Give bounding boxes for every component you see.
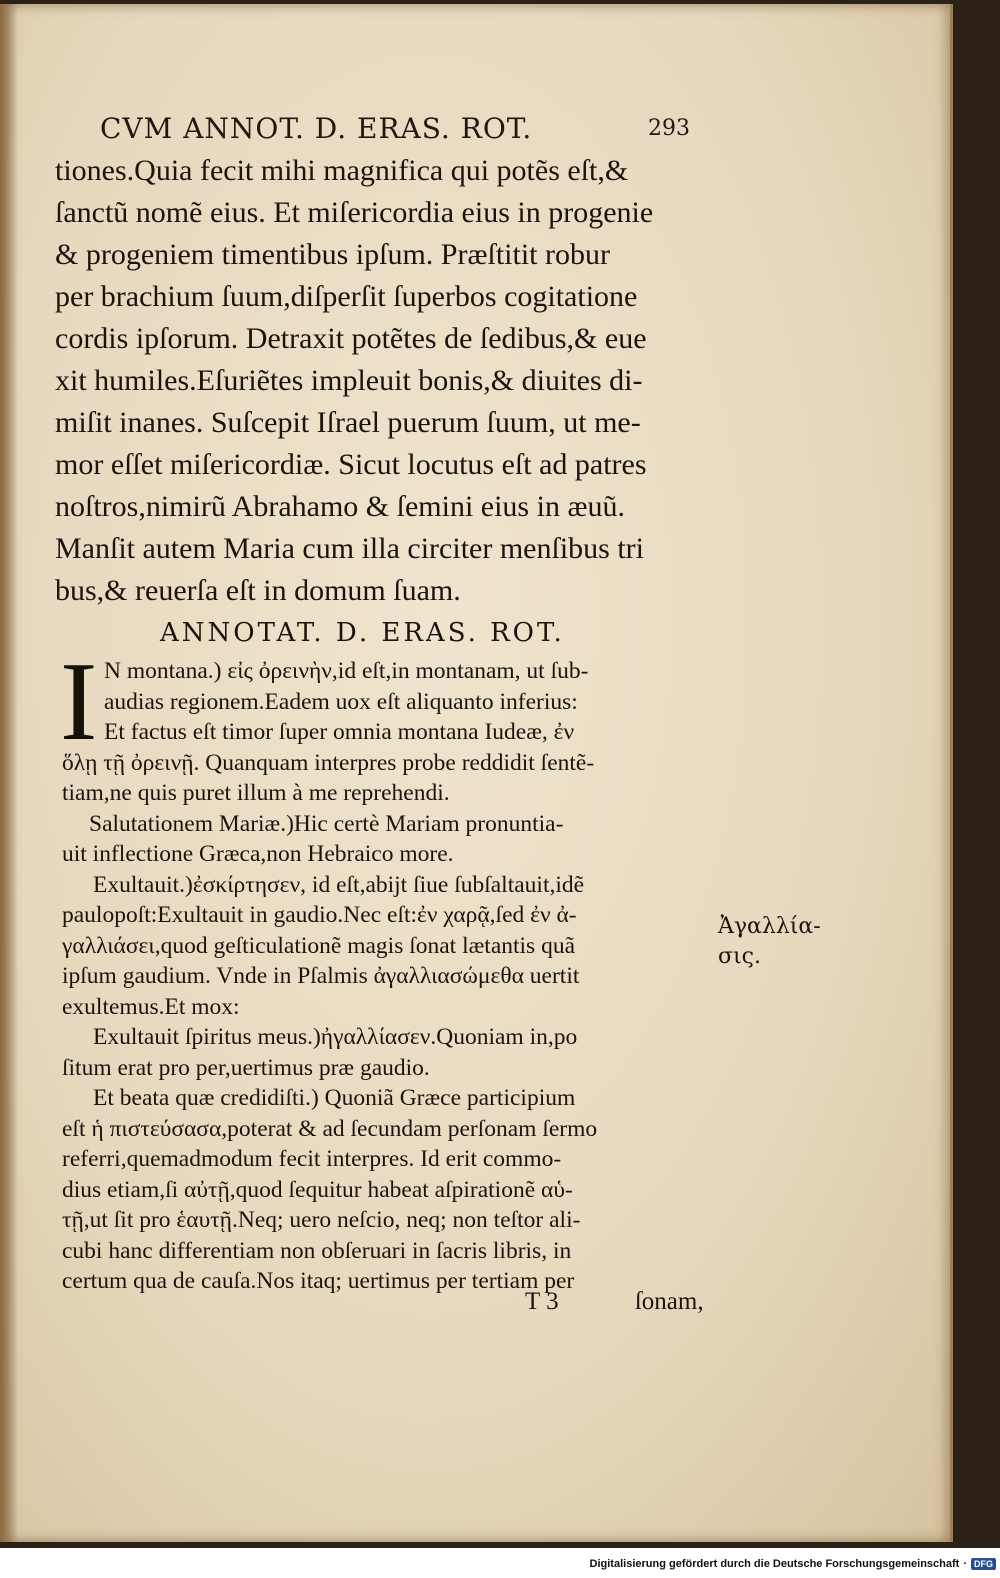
note-line: Exultauit.)ἐσκίρτησεν, id eſt,abijt ſiue ſubſaltauit,idẽ	[93, 871, 585, 898]
note-line: ὅλῃ τῇ ὀρεινῇ. Quanquam interpres probe reddidit ſentẽ-	[62, 749, 595, 776]
note-line: tiam,ne quis puret illum à me reprehendi.	[62, 780, 450, 806]
digitization-credit: Digitalisierung gefördert durch die Deutsche Forschungsgemeinschaft · DFG	[590, 1554, 996, 1574]
note-line: uit inflectione Græca,non Hebraico more.	[62, 841, 454, 867]
body-line: ſanctũ nomẽ eius. Et miſericordia eius in progenie	[55, 196, 654, 229]
note-line: ipſum gaudium. Vnde in Pſalmis ἀγαλλιασώμεθα uertit	[62, 963, 580, 989]
note-line: γαλλιάσει,quod geſticulationẽ magis ſonat lætantis quã	[62, 932, 576, 959]
annotation-text	[62, 656, 722, 1297]
signature-line	[525, 1288, 704, 1316]
annotation-heading: ANNOTAT. D. ERAS. ROT.	[160, 618, 565, 648]
page-header	[100, 112, 690, 145]
body-line: noſtros,nimirũ Abrahamo & ſemini eius in æuũ.	[55, 490, 625, 523]
note-line: τῇ,ut ſit pro ἑαυτῇ.Neq; uero neſcio, neq; non teſtor ali-	[62, 1207, 581, 1233]
note-line: Et factus eſt timor ſuper omnia montana Iudeæ, ἐν	[104, 719, 575, 745]
drop-capital: I	[60, 640, 98, 764]
note-line: eſt ἡ πιστεύσασα,poterat & ad ſecundam perſonam ſermo	[62, 1115, 598, 1142]
footer-text: Digitalisierung gefördert durch die Deutsche Forschungsgemeinschaft	[589, 1558, 960, 1570]
marginal-line: Ἀγαλλία-	[718, 914, 821, 939]
body-line: xit humiles.Eſuriẽtes impleuit bonis,& diuites di-	[55, 364, 643, 397]
note-line: audias regionem.Eadem uox eſt aliquanto inferius:	[104, 688, 578, 715]
note-line: Exultauit ſpiritus meus.)ἠγαλλίασεν.Quoniam in,po	[93, 1024, 578, 1050]
note-line: paulopoſt:Exultauit in gaudio.Nec eſt:ἐν χαρᾷ,ſed ἐν ἀ-	[62, 902, 577, 928]
note-line: exultemus.Et mox:	[62, 993, 240, 1020]
signature-mark: T 3	[525, 1288, 559, 1315]
note-line: N montana.) εἰς ὀρεινὴν,id eſt,in montanam, ut ſub-	[104, 658, 589, 684]
note-line: dius etiam,ſi αὐτῇ,quod ſequitur habeat aſpirationẽ αὑ-	[62, 1176, 573, 1203]
catchword: ſonam,	[634, 1288, 704, 1315]
body-line: per brachium ſuum,diſperſit ſuperbos cogitatione	[55, 280, 638, 313]
body-line: bus,& reuerſa eſt in domum ſuam.	[55, 574, 461, 607]
note-line: Et beata quæ credidiſti.) Quoniã Græce participium	[93, 1085, 576, 1111]
note-line: ſitum erat pro per,uertimus præ gaudio.	[62, 1054, 430, 1081]
note-line: Salutationem Mariæ.)Hic certè Mariam pronuntia-	[89, 810, 564, 837]
page-number: 293	[648, 116, 690, 141]
marginal-line: σις.	[718, 944, 761, 969]
body-line: mor eſſet miſericordiæ. Sicut locutus eſt ad patres	[55, 448, 647, 481]
body-line: tiones.Quia fecit mihi magnifica qui potẽs eſt,&	[55, 154, 629, 187]
marginal-note	[718, 912, 821, 972]
body-line: miſit inanes. Suſcepit Iſrael puerum ſuum, ut me-	[55, 406, 641, 439]
body-line: cordis ipſorum. Detraxit potẽtes de ſedibus,& eue	[55, 322, 647, 355]
dfg-logo: DFG	[971, 1558, 996, 1570]
note-line: cubi hanc differentiam non obſeruari in ſacris libris, in	[62, 1237, 572, 1264]
body-line: Manſit autem Maria cum illa circiter menſibus tri	[55, 532, 644, 565]
page-gutter-shadow	[0, 4, 18, 1542]
running-title: CVM ANNOT. D. ERAS. ROT.	[100, 112, 533, 145]
note-line: certum qua de cauſa.Nos itaq; uertimus per tertiam per	[62, 1268, 575, 1294]
body-line: & progeniem timentibus ipſum. Præſtitit robur	[55, 238, 610, 271]
gospel-text	[55, 150, 705, 612]
note-line: referri,quemadmodum fecit interpres. Id erit commo-	[62, 1146, 562, 1172]
